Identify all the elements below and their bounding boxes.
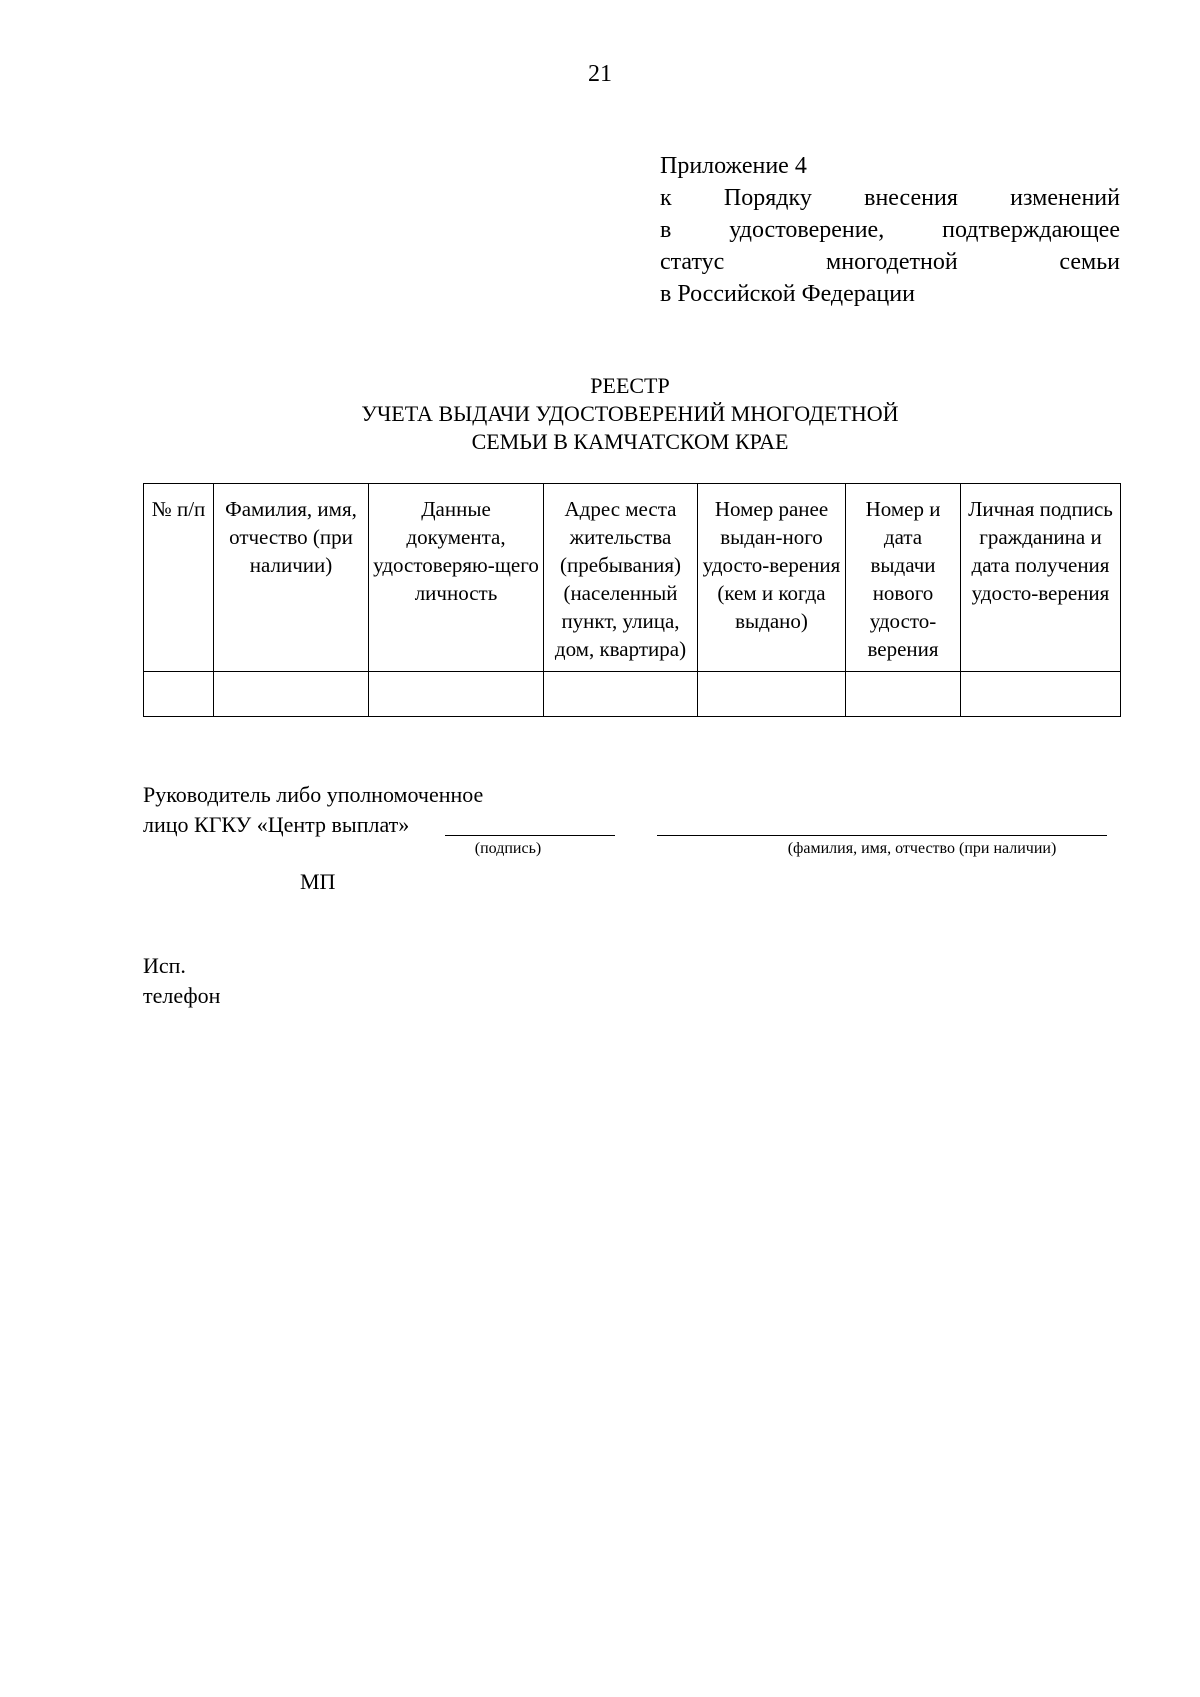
table-cell <box>214 672 369 717</box>
appendix-line: в удостоверение, подтверждающее <box>660 217 1120 243</box>
table-cell <box>544 672 698 717</box>
document-title <box>0 372 1200 456</box>
appendix-title: Приложение 4 <box>660 153 807 179</box>
column-header: Личная подпись гражданина и дата получения удосто-верения <box>961 484 1121 672</box>
stamp-placeholder: МП <box>300 869 336 894</box>
title-line: РЕЕСТР <box>590 373 670 398</box>
table-row <box>144 672 1121 717</box>
column-header: № п/п <box>144 484 214 672</box>
appendix-line: к Порядку внесения изменений <box>660 185 1120 211</box>
page-number: 21 <box>588 61 612 87</box>
column-header: Адрес места жительства (пребывания) (населенный пункт, улица, дом, квартира) <box>544 484 698 672</box>
appendix-header <box>660 150 1120 310</box>
title-line: УЧЕТА ВЫДАЧИ УДОСТОВЕРЕНИЙ МНОГОДЕТНОЙ <box>361 401 899 426</box>
table-cell <box>961 672 1121 717</box>
table-header-row <box>144 484 1121 672</box>
phone-label: телефон <box>143 983 221 1008</box>
table-cell <box>698 672 846 717</box>
column-header: Данные документа, удостоверяю-щего личность <box>369 484 544 672</box>
column-header: Номер и дата выдачи нового удосто-верения <box>846 484 961 672</box>
footer <box>143 951 220 1011</box>
signatory-line: Руководитель либо уполномоченное <box>143 782 484 807</box>
column-header: Номер ранее выдан-ного удосто-верения (кем и когда выдано) <box>698 484 846 672</box>
executor-label: Исп. <box>143 953 186 978</box>
registry-table <box>143 483 1121 717</box>
title-line: СЕМЬИ В КАМЧАТСКОМ КРАЕ <box>471 429 789 454</box>
column-header: Фамилия, имя, отчество (при наличии) <box>214 484 369 672</box>
signatory-line: лицо КГКУ «Центр выплат» <box>143 812 410 837</box>
signature-line <box>445 835 615 836</box>
name-line <box>657 835 1107 836</box>
table-cell <box>846 672 961 717</box>
appendix-line: статус многодетной семьи <box>660 249 1120 275</box>
table-cell <box>369 672 544 717</box>
appendix-line: в Российской Федерации <box>660 281 915 307</box>
signature-block <box>143 780 483 840</box>
name-caption: (фамилия, имя, отчество (при наличии) <box>787 840 1057 857</box>
table-cell <box>144 672 214 717</box>
signature-caption: (подпись) <box>474 840 542 857</box>
